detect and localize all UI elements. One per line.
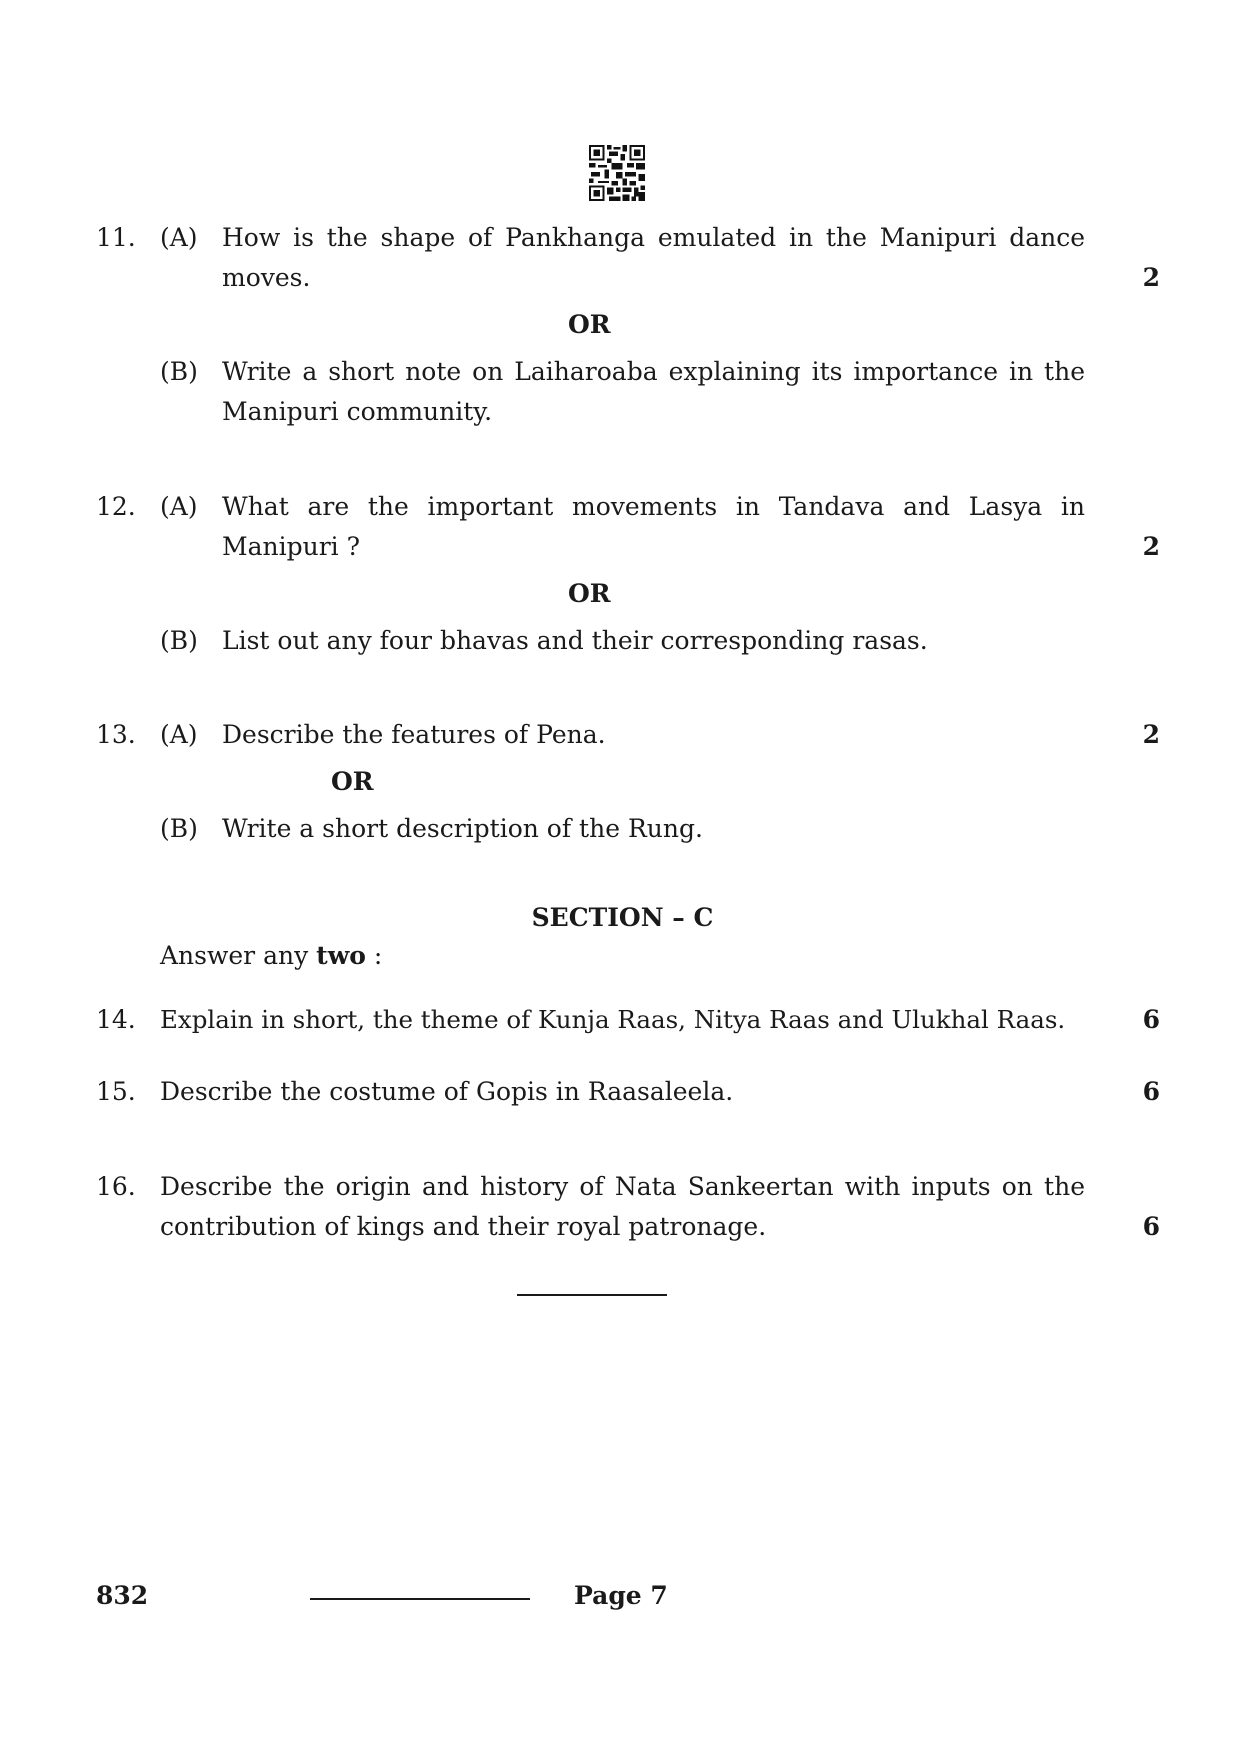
- section-c-heading: [0, 898, 1241, 938]
- question-12-option-a-text: What are the important movements in Tandava and Lasya in: [222, 492, 1085, 521]
- section-c-instruction-prefix: Answer any: [160, 941, 309, 970]
- question-13-option-a-text: Describe the features of Pena.: [222, 720, 606, 749]
- question-13-number: 13.: [96, 720, 136, 749]
- question-12-option-b-text: List out any four bhavas and their corresponding rasas.: [222, 626, 928, 655]
- question-11-option-a-text: How is the shape of Pankhanga emulated in the Manipuri dance: [222, 223, 1085, 252]
- question-11-option-b-label: (B): [160, 357, 198, 386]
- qr-code-icon: [589, 145, 645, 201]
- question-11-option-b-text: Write a short note on Laiharoaba explaining its importance in the: [222, 357, 1085, 386]
- question-11-marks: 2: [1142, 263, 1160, 292]
- question-11-or: OR: [568, 310, 611, 339]
- question-14-text: Explain in short, the theme of Kunja Raas, Nitya Raas and Ulukhal Raas.: [160, 1005, 1066, 1034]
- footer-rule: [310, 1598, 530, 1600]
- section-c-instruction-suffix: :: [373, 941, 383, 970]
- question-15-text: Describe the costume of Gopis in Raasaleela.: [160, 1077, 734, 1106]
- section-c-instruction-count: two: [316, 941, 366, 970]
- question-16-text-cont: contribution of kings and their royal patronage.: [160, 1212, 767, 1241]
- question-15-marks: 6: [1142, 1077, 1160, 1106]
- question-11-option-a-label: (A): [160, 223, 198, 252]
- question-12-option-b-label: (B): [160, 626, 198, 655]
- question-11-option-b-text-cont: Manipuri community.: [222, 397, 493, 426]
- question-14-number: 14.: [96, 1005, 136, 1034]
- question-11-option-a-text-cont: moves.: [222, 263, 311, 292]
- question-11-number: 11.: [96, 223, 136, 252]
- question-13-or: OR: [331, 767, 374, 796]
- question-16-marks: 6: [1142, 1212, 1160, 1241]
- section-c-instruction: [160, 936, 382, 976]
- question-12-marks: 2: [1142, 532, 1160, 561]
- question-12-option-a-label: (A): [160, 492, 198, 521]
- question-15-number: 15.: [96, 1077, 136, 1106]
- question-12-number: 12.: [96, 492, 136, 521]
- footer-paper-code: 832: [96, 1581, 149, 1610]
- footer-page-number: Page 7: [574, 1581, 668, 1610]
- end-of-paper-rule: [517, 1294, 667, 1296]
- question-12-or: OR: [568, 579, 611, 608]
- question-13-marks: 2: [1142, 720, 1160, 749]
- question-16-number: 16.: [96, 1172, 136, 1201]
- question-12-option-a-text-cont: Manipuri ?: [222, 532, 361, 561]
- question-13-option-a-label: (A): [160, 720, 198, 749]
- question-13-option-b-label: (B): [160, 814, 198, 843]
- question-13-option-b-text: Write a short description of the Rung.: [222, 814, 703, 843]
- question-16-text: Describe the origin and history of Nata Sankeertan with inputs on the: [160, 1172, 1085, 1201]
- question-14-marks: 6: [1142, 1005, 1160, 1034]
- section-c-title: SECTION – C: [531, 903, 714, 932]
